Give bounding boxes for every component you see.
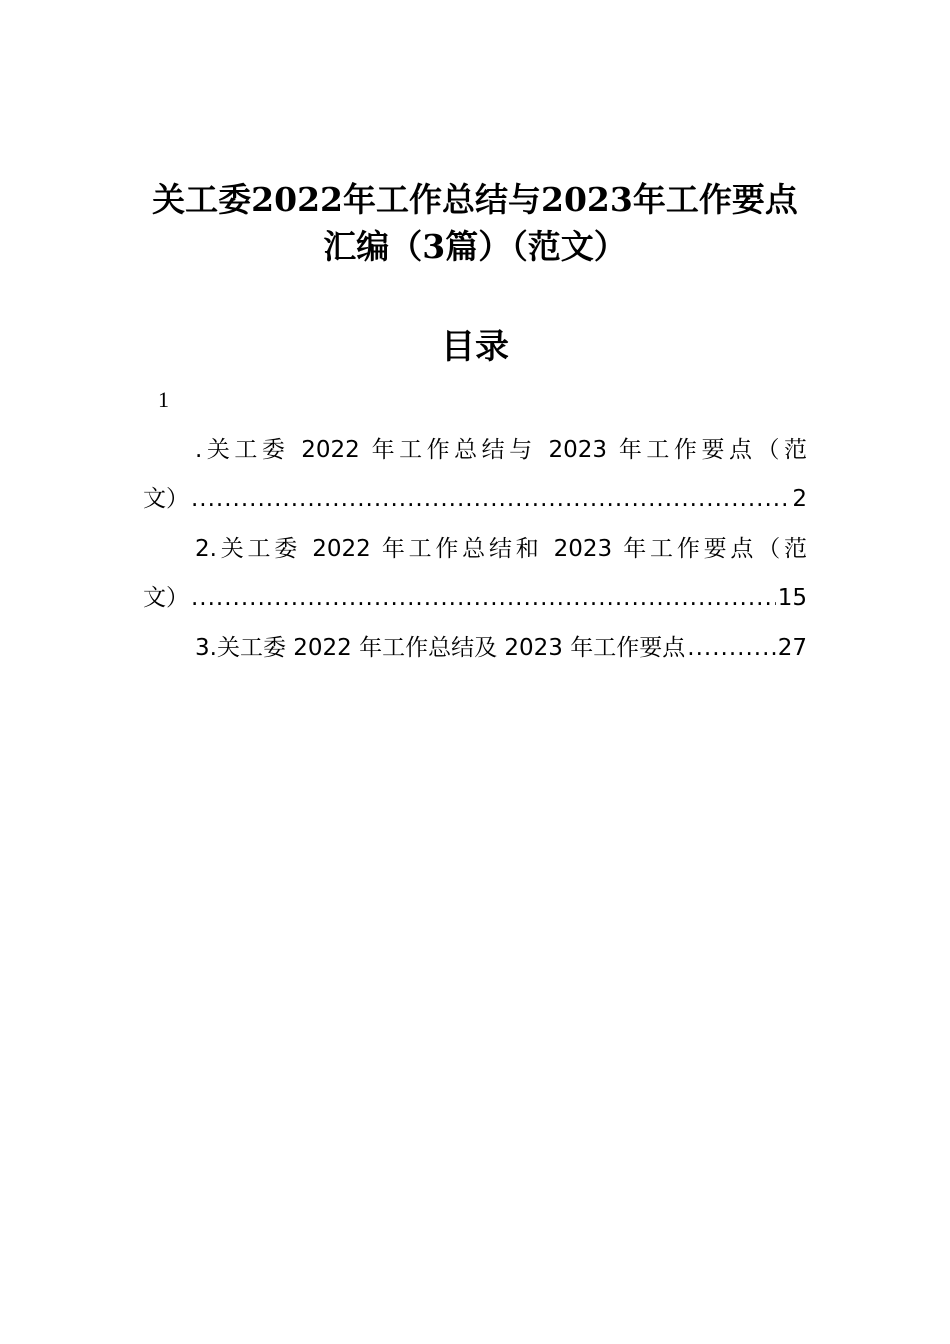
- toc-entry-3-dot-leader: [687, 631, 775, 665]
- toc-entry-2-dot-leader: [191, 581, 776, 615]
- toc-entry-2-title-continuation: 文）: [143, 585, 189, 611]
- toc-entry-1-dot-leader: [191, 482, 790, 516]
- toc-entry-1-title[interactable]: .关工委 2022 年工作总结与 2023 年工作要点（范: [195, 437, 807, 463]
- document-title-line-2: 汇编（3篇）（范文）: [323, 227, 627, 266]
- document-title-line-1: 关工委2022年工作总结与2023年工作要点: [152, 180, 798, 219]
- toc-entry-3-page-number: 27: [777, 635, 807, 661]
- toc-entry-2-title[interactable]: 2.关工委 2022 年工作总结和 2023 年工作要点（范: [195, 536, 807, 562]
- toc-heading: 目录: [441, 327, 509, 367]
- toc-entry-2-leader-line[interactable]: [143, 581, 807, 615]
- toc-entry-1-page-number: 2: [792, 486, 807, 512]
- toc-entry-1-leader-line[interactable]: [143, 482, 807, 516]
- toc-entry-1-title-continuation: 文）: [143, 486, 189, 512]
- toc-entry-3-title: 3.关工委 2022 年工作总结及 2023 年工作要点: [195, 635, 686, 661]
- toc-entry-3[interactable]: [195, 631, 807, 665]
- toc-list-number: 1: [158, 387, 169, 412]
- toc-entry-2-page-number: 15: [777, 585, 807, 611]
